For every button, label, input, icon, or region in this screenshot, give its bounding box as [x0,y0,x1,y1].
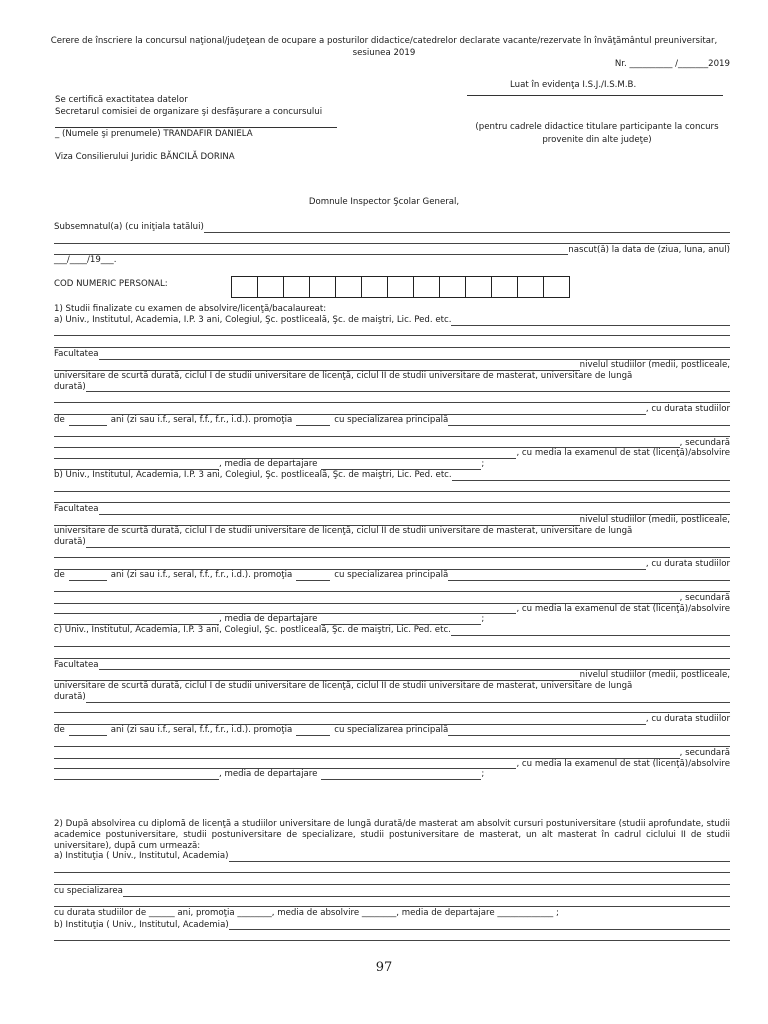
section-1-heading: 1) Studii finalizate cu examen de absolvire/licenţă/bacalaureat: [54,304,327,314]
secretary-signature-line [55,118,337,128]
ani-field[interactable] [69,727,107,736]
specializare-line[interactable] [54,581,730,592]
institutia-b-field[interactable] [229,920,730,930]
ani-field[interactable] [69,572,107,581]
ani-label: ani (zi sau i.f., seral, f.f., f.r., i.d.). promoţia [110,414,293,425]
facultatea-label: Facultatea [54,504,99,515]
durata-label: durată) [54,691,86,702]
study-institution-line[interactable] [54,326,730,337]
nivel-field[interactable] [86,693,730,703]
specializarea-field[interactable] [123,887,730,897]
durata-label: durată) [54,536,86,547]
cnp-label: COD NUMERIC PERSONAL: [54,279,168,289]
specializare-label: cu specializarea principală [334,414,449,425]
study-institution-field[interactable] [451,626,730,636]
ani-field[interactable] [69,417,107,426]
cnp-digit-box[interactable] [543,276,570,298]
birth-date-field[interactable]: ___/____/19___. [54,255,117,266]
study-institution-label: a) Univ., Institutul, Academia, I.P. 3 ani, Colegiul, Şc. postliceală, Şc. de maiştri, Lic. Ped. etc. [54,314,452,325]
ani-label: ani (zi sau i.f., seral, f.f., f.r., i.d.). promoţia [110,570,293,581]
nivel-line[interactable] [54,560,646,570]
specializarea-line[interactable] [54,897,730,908]
cu-durata-label: , cu durata studiilor [645,559,730,570]
salutation: Domnule Inspector Şcolar General, [308,197,460,207]
media-examen-field[interactable] [54,771,219,780]
document-title: Cerere de înscriere la concursul naţional/judeţean de ocupare a posturilor didactice/catedrelor declarate vacante/rezervate în învăţământul preuniversitar, sesiunea 2019 [50,36,718,58]
evidenta-label: Luat în evidenţa I.S.J./I.S.M.B. [510,80,637,90]
secundara-field[interactable] [54,449,516,459]
promotia-field[interactable] [296,417,330,426]
cert-line-1: Se certifică exactitatea datelor [55,95,188,105]
study-institution-line[interactable] [54,636,730,647]
ani-label: ani (zi sau i.f., seral, f.f., f.r., i.d.). promoţia [110,725,293,736]
institutia-a-line[interactable] [54,862,730,873]
specializarea-label: cu specializarea [54,885,123,896]
study-institution-field[interactable] [452,471,730,481]
cu-durata-label: , cu durata studiilor [645,404,730,415]
subsemnatul-label: Subsemnatul(a) (cu iniţiala tatălui) [54,222,204,232]
semicolon: ; [481,459,485,470]
cnp-digit-box[interactable] [361,276,388,298]
study-institution-line[interactable] [54,481,730,492]
legal-visa: Viza Consilierului Juridic BĂNCILĂ DORINA [55,152,235,162]
media-dep-label: , media de departajare [219,769,318,780]
cnp-digit-box[interactable] [465,276,492,298]
nivelul-label: nivelul studiilor (medii, postliceale, [579,515,730,526]
evidenta-line [467,95,723,96]
nivelul-continuation: universitare de scurtă durată, ciclul I de studii universitare de licenţă, ciclul II de studii universitare de masterat, universitare de lungă [54,525,633,536]
durata-line: cu durata studiilor de ______ ani, promoţia ________, media de absolvire ________, media de departajare _____________ ; [54,908,559,919]
registration-number: Nr. __________ /_______2019 [614,59,730,69]
media-examen-field[interactable] [54,461,219,470]
promotia-field[interactable] [296,727,330,736]
cnp-boxes[interactable] [232,276,570,298]
name-field-line-3[interactable] [54,245,568,255]
media-examen-label: , cu media la examenul de stat (licenţă)/absolvire [516,603,730,614]
cnp-digit-box[interactable] [309,276,336,298]
cnp-digit-box[interactable] [387,276,414,298]
name-field[interactable] [204,223,730,233]
name-field-line-2[interactable] [54,233,730,244]
institutia-a-field[interactable] [229,852,731,862]
secretary-name: _ (Numele şi prenumele) TRANDAFIR DANIELA [55,129,253,139]
cu-durata-label: , cu durata studiilor [645,714,730,725]
facultatea-field[interactable] [99,505,730,515]
certification-block [55,94,337,163]
institutia-a-label: a) Instituţia ( Univ., Institutul, Academia) [54,851,229,862]
media-dep-label: , media de departajare [219,459,318,470]
semicolon: ; [481,614,485,625]
media-examen-label: , cu media la examenul de stat (licenţă)/absolvire [516,758,730,769]
nivel-line[interactable] [54,405,646,415]
cnp-digit-box[interactable] [231,276,258,298]
nascut-label: nascut(ă) la data de (ziua, luna, anul) [568,244,730,255]
specializare-label: cu specializarea principală [334,570,449,581]
facultatea-label: Facultatea [54,659,99,670]
specializare-line[interactable] [54,749,680,759]
study-block [54,315,730,470]
promotia-field[interactable] [296,572,330,581]
nivel-field[interactable] [86,382,730,392]
specializare-line[interactable] [54,426,730,437]
cert-line-2: Secretarul comisiei de organizare şi desfăşurare a concursului [55,107,323,117]
facultatea-field[interactable] [99,660,730,670]
secundara-label: , secundară [679,747,730,758]
institutia-b-line[interactable] [54,930,730,941]
secundara-field[interactable] [54,759,516,769]
facultatea-line[interactable] [54,516,580,526]
media-examen-label: , cu media la examenul de stat (licenţă)/absolvire [516,448,730,459]
nivelul-label: nivelul studiilor (medii, postliceale, [579,670,730,681]
study-institution-line[interactable] [54,493,730,504]
specializare-line[interactable] [54,736,730,747]
nivelul-continuation: universitare de scurtă durată, ciclul I de studii universitare de licenţă, ciclul II de studii universitare de masterat, universitare de lungă [54,370,633,381]
specializare-field[interactable] [448,726,730,736]
nivel-field[interactable] [86,538,730,548]
cnp-digit-box[interactable] [517,276,544,298]
specializare-label: cu specializarea principală [334,725,449,736]
specializare-line[interactable] [54,594,680,604]
institutia-b-label: b) Instituţia ( Univ., Institutul, Academia) [54,919,229,930]
study-institution-label: b) Univ., Institutul, Academia, I.P. 3 ani, Colegiul, Şc. postliceală, Şc. de maiştri, Lic. Ped. etc. [54,469,452,480]
intro-block [54,222,730,267]
de-label: de [54,414,65,425]
cnp-digit-box[interactable] [335,276,362,298]
semicolon: ; [481,769,485,780]
de-label: de [54,725,65,736]
study-institution-line[interactable] [54,648,730,659]
page-number: 97 [375,960,393,975]
nivel-line[interactable] [54,703,730,714]
study-institution-field[interactable] [451,316,730,326]
study-institution-line[interactable] [54,337,730,348]
media-dep-field[interactable] [321,616,481,625]
facultatea-field[interactable] [99,350,730,360]
facultatea-line[interactable] [54,361,580,371]
cnp-digit-box[interactable] [413,276,440,298]
cnp-digit-box[interactable] [491,276,518,298]
media-examen-field[interactable] [54,616,219,625]
nivelul-label: nivelul studiilor (medii, postliceale, [579,359,730,370]
nivel-line[interactable] [54,548,730,559]
facultatea-label: Facultatea [54,349,99,360]
secundara-label: , secundară [679,437,730,448]
evidenta-note: (pentru cadrele didactice titulare participante la concurs provenite din alte judeţe) [475,122,719,145]
study-institution-label: c) Univ., Institutul, Academia, I.P. 3 ani, Colegiul, Şc. postliceală, Şc. de maiştri, Lic. Ped. etc. [54,625,451,636]
cnp-digit-box[interactable] [283,276,310,298]
institutia-a-line[interactable] [54,874,730,885]
section-1 [54,304,730,780]
specializare-line[interactable] [54,438,680,448]
section-2 [54,819,730,942]
media-dep-field[interactable] [321,461,481,470]
study-block [54,625,730,780]
specializare-field[interactable] [448,416,730,426]
nivelul-continuation: universitare de scurtă durată, ciclul I de studii universitare de licenţă, ciclul II de studii universitare de masterat, universitare de lungă [54,681,633,692]
secundara-field[interactable] [54,604,516,614]
nivel-line[interactable] [54,715,646,725]
facultatea-line[interactable] [54,671,580,681]
nivel-line[interactable] [54,392,730,403]
cnp-digit-box[interactable] [257,276,284,298]
section-2-heading: 2) După absolvirea cu diplomă de licenţă a studiilor universitare de lungă durată/de masterat am absolvit cursuri postuniversitare (studii aprofundate, studii academice postuniversitare, studii postuniversitare de specializare, studii postuniversitare de masterat, un alt masterat în cadrul ciclului II de studii universitare), după cum urmează: [54,819,730,851]
de-label: de [54,570,65,581]
media-dep-field[interactable] [321,771,481,780]
media-dep-label: , media de departajare [219,614,318,625]
durata-label: durată) [54,381,86,392]
secundara-label: , secundară [679,592,730,603]
study-block [54,470,730,625]
cnp-digit-box[interactable] [439,276,466,298]
specializare-field[interactable] [448,571,730,581]
